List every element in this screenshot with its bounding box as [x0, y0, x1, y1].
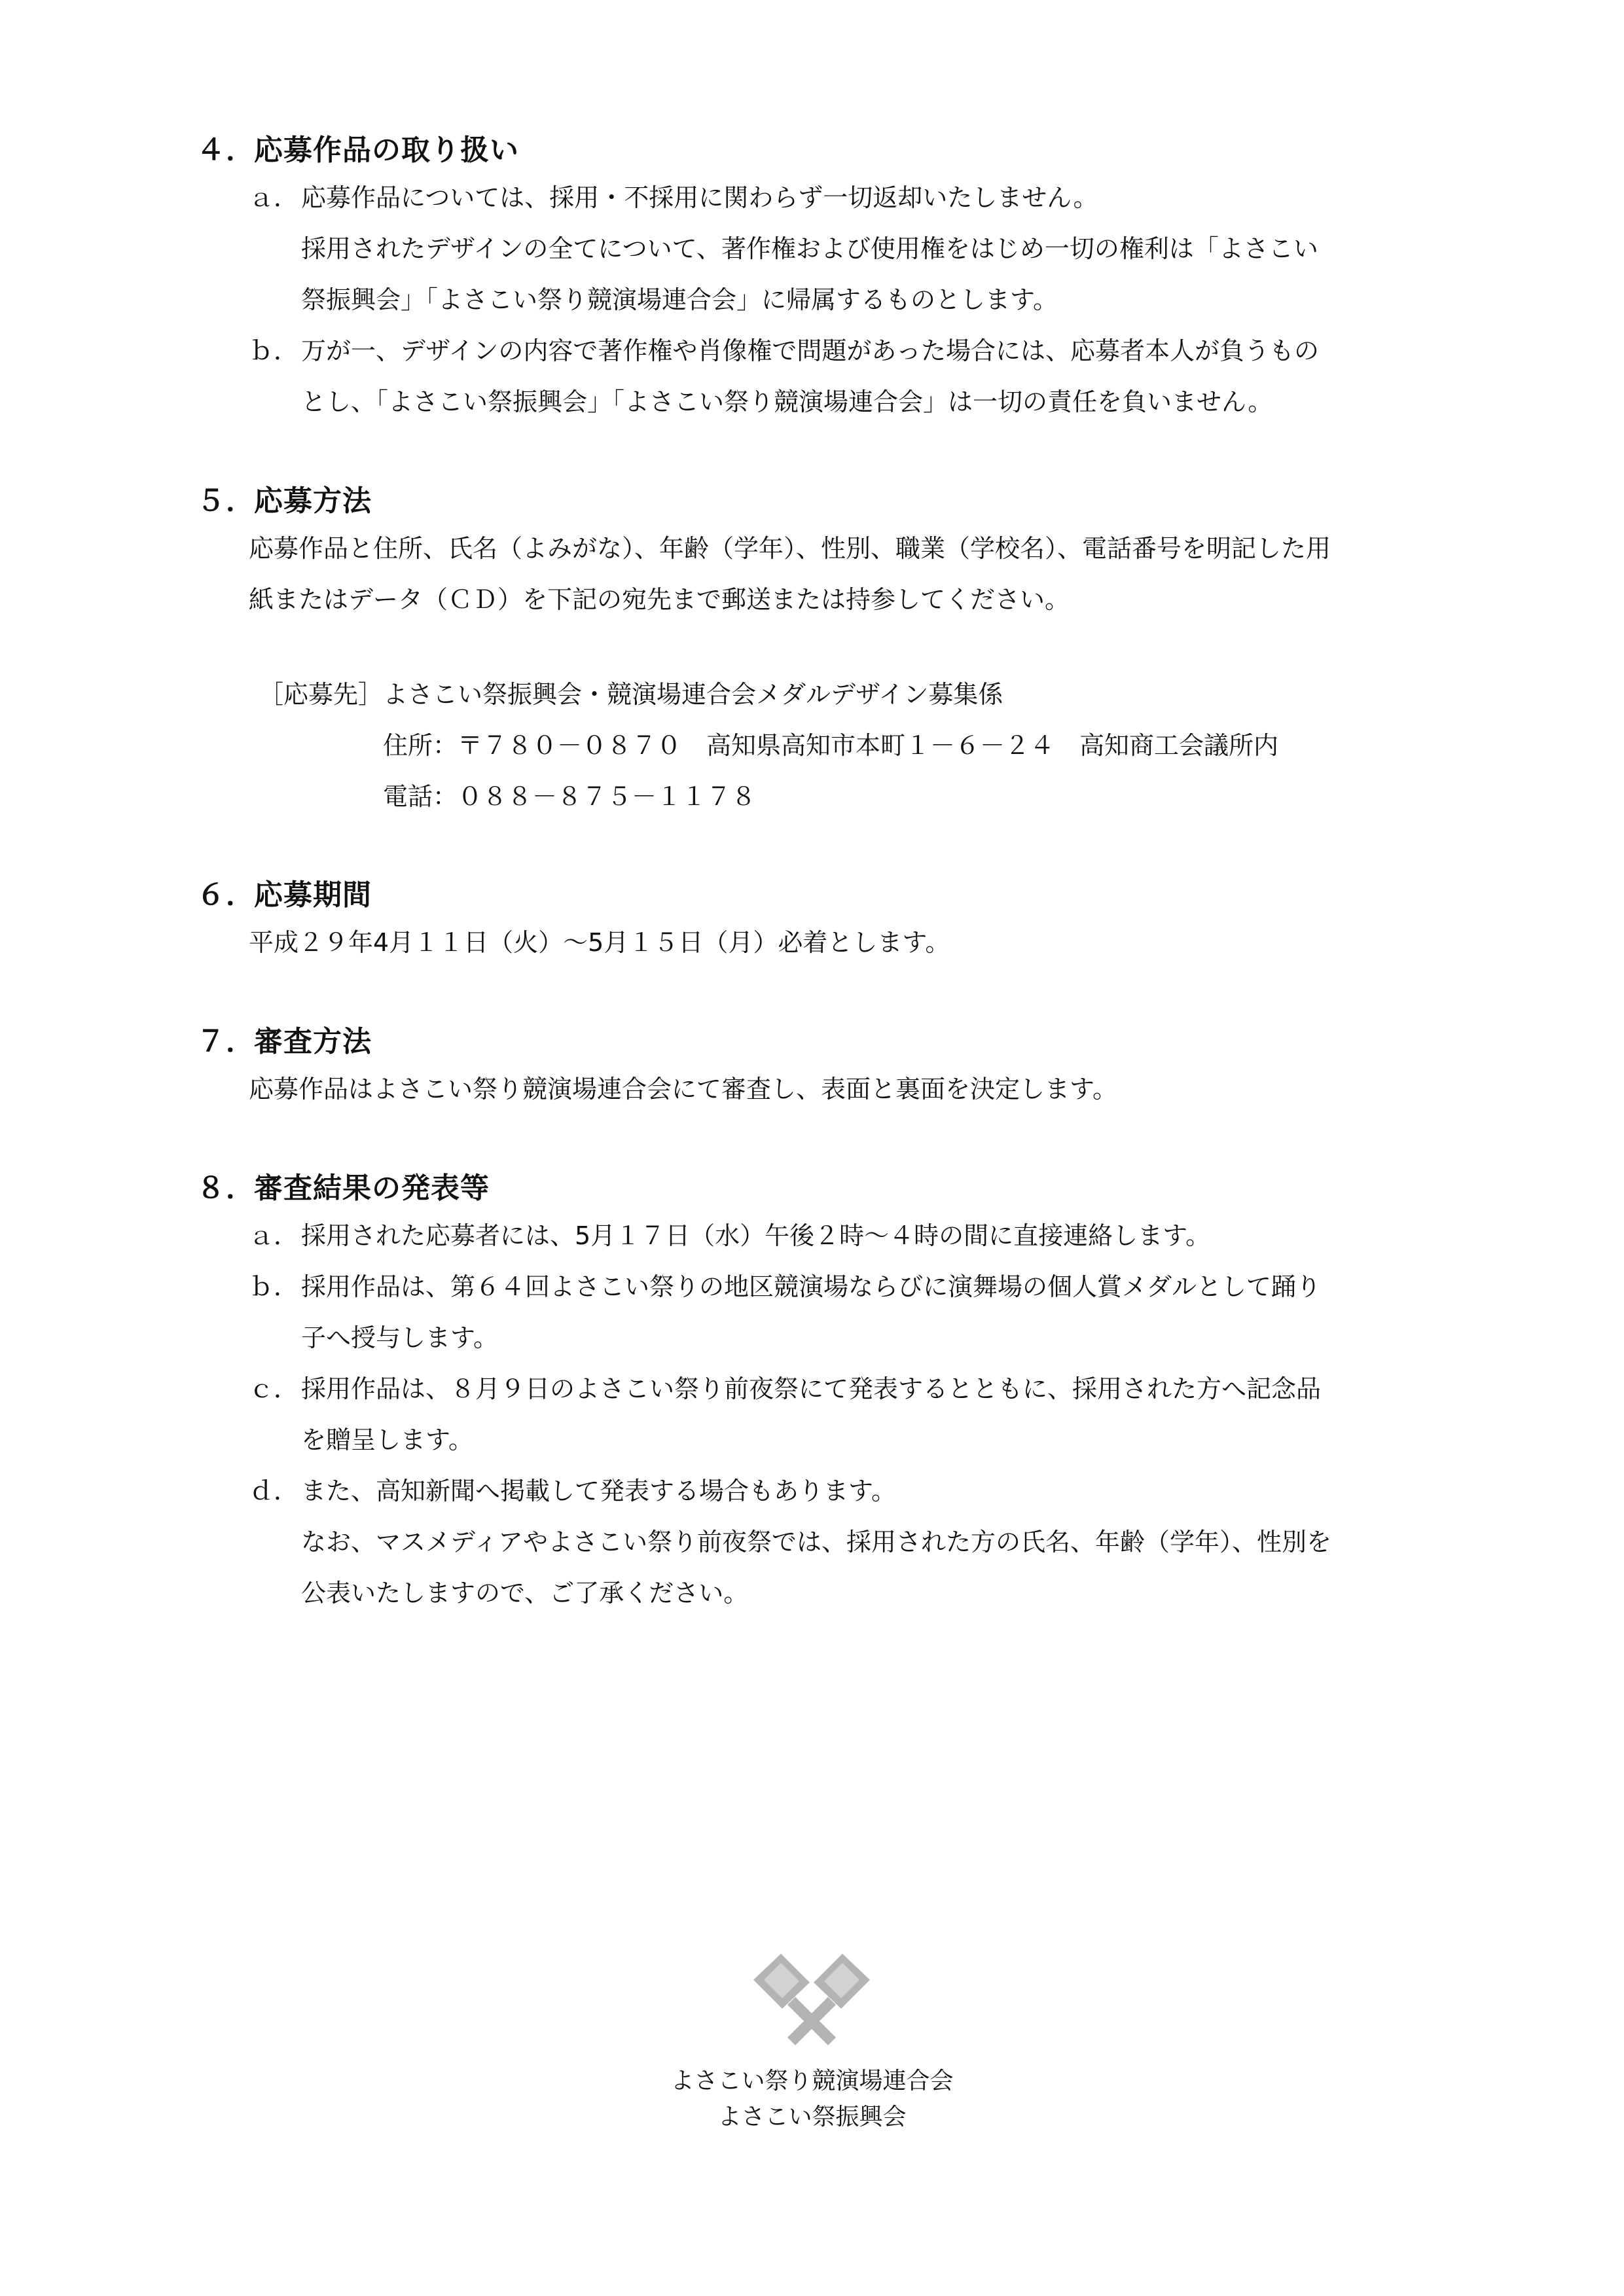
item-text: 採用作品は、第６４回よさこい祭りの地区競演場ならびに演舞場の個人賞メダルとして踊り [301, 1272, 1322, 1301]
section-title: 審査方法 [254, 1025, 372, 1058]
list-item-continuation [301, 1576, 748, 1610]
item-text: 祭振興会」「よさこい祭り競演場連合会」に帰属するものとします。 [301, 285, 1058, 314]
section-number: ６． [196, 878, 255, 912]
item-text: なお、マスメディアやよさこい祭り前夜祭では、採用された方の氏名、年齢（学年）、性別を [301, 1528, 1331, 1556]
section-heading [196, 482, 1440, 521]
section-6 [196, 876, 1440, 915]
paragraph-text: 平成２９年4月１１日（火）～5月１５日（月）必着とします。 [249, 928, 950, 957]
item-text: 応募作品については、採用・不採用に関わらず一切返却いたしません。 [301, 183, 1098, 212]
list-item-continuation [301, 1423, 473, 1457]
paragraph-text: 紙またはデータ（ＣＤ）を下記の宛先まで郵送または持参してください。 [249, 585, 1070, 614]
section-number: ４． [196, 134, 255, 167]
list-item [249, 1270, 1321, 1304]
item-text: 採用された応募者には、5月１７日（水）午後２時～４時の間に直接連絡します。 [301, 1221, 1211, 1250]
paragraph-line [249, 925, 950, 960]
paragraph-text: 応募作品と住所、氏名（よみがな）、年齢（学年）、性別、職業（学校名）、電話番号を明記した用 [249, 534, 1331, 563]
section-title: 審査結果の発表等 [254, 1172, 490, 1205]
paragraph-line [249, 583, 1070, 617]
list-item-continuation [301, 1525, 1331, 1559]
section-title: 応募方法 [254, 484, 372, 518]
section-heading [196, 1169, 1440, 1208]
address-postal [383, 728, 1278, 762]
item-mark: ａ． [249, 183, 299, 212]
item-mark: ｂ． [249, 336, 299, 365]
section-8 [196, 1169, 1440, 1208]
list-item-continuation [301, 385, 1272, 419]
address-recipient [259, 677, 1003, 711]
footer-org-1: よさこい祭り競演場連合会 [670, 2068, 954, 2094]
section-number: ５． [196, 484, 255, 518]
section-number: ７． [196, 1025, 255, 1058]
item-mark: ｃ． [249, 1374, 299, 1403]
section-heading [196, 131, 1440, 170]
list-item [249, 1474, 896, 1508]
item-text: 子へ授与します。 [301, 1323, 498, 1352]
section-heading [196, 1022, 1440, 1062]
list-item [249, 1219, 1210, 1253]
address-label: ［応募先］ [259, 680, 384, 709]
item-text: 万が一、デザインの内容で著作権や肖像権で問題があった場合には、応募者本人が負うもの [301, 336, 1319, 365]
address-name: よさこい祭振興会・競演場連合会メダルデザイン募集係 [383, 680, 1003, 709]
item-text: また、高知新聞へ掲載して発表する場合もあります。 [301, 1477, 896, 1505]
section-5 [196, 482, 1440, 521]
item-text: を贈呈します。 [301, 1426, 473, 1454]
section-heading [196, 876, 1440, 915]
naruko-logo-icon [749, 1954, 874, 2045]
item-mark: ｂ． [249, 1272, 299, 1301]
section-title: 応募期間 [254, 878, 372, 912]
section-4 [196, 131, 1440, 170]
list-item-continuation [301, 232, 1318, 266]
section-7 [196, 1022, 1440, 1062]
paragraph-text: 応募作品はよさこい祭り競演場連合会にて審査し、表面と裏面を決定します。 [249, 1075, 1117, 1103]
footer-org-2: よさこい祭振興会 [717, 2104, 907, 2130]
list-item [249, 334, 1319, 368]
item-text: とし、「よさこい祭振興会」「よさこい祭り競演場連合会」は一切の責任を負いません。 [301, 387, 1273, 416]
paragraph-line [249, 531, 1331, 565]
section-number: ８． [196, 1172, 255, 1205]
list-item-continuation [301, 283, 1058, 317]
item-mark: ｄ． [249, 1477, 299, 1505]
list-item [249, 181, 1098, 215]
list-item-continuation [301, 1321, 498, 1355]
item-text: 採用されたデザインの全てについて、著作権および使用権をはじめ一切の権利は「よさこい [301, 234, 1318, 263]
item-mark: ａ． [249, 1221, 299, 1250]
address-phone [383, 780, 756, 814]
paragraph-line [249, 1072, 1117, 1106]
address-phone-text: 電話：０８８－８７５－１１７８ [383, 782, 757, 811]
address-postal-text: 住所：〒７８０－０８７０ 高知県高知市本町１－６－２４ 高知商工会議所内 [383, 731, 1279, 760]
item-text: 公表いたしますので、ご了承ください。 [301, 1579, 749, 1607]
section-title: 応募作品の取り扱い [254, 134, 519, 167]
list-item [249, 1372, 1321, 1406]
item-text: 採用作品は、８月９日のよさこい祭り前夜祭にて発表するとともに、採用された方へ記念品 [301, 1374, 1322, 1403]
